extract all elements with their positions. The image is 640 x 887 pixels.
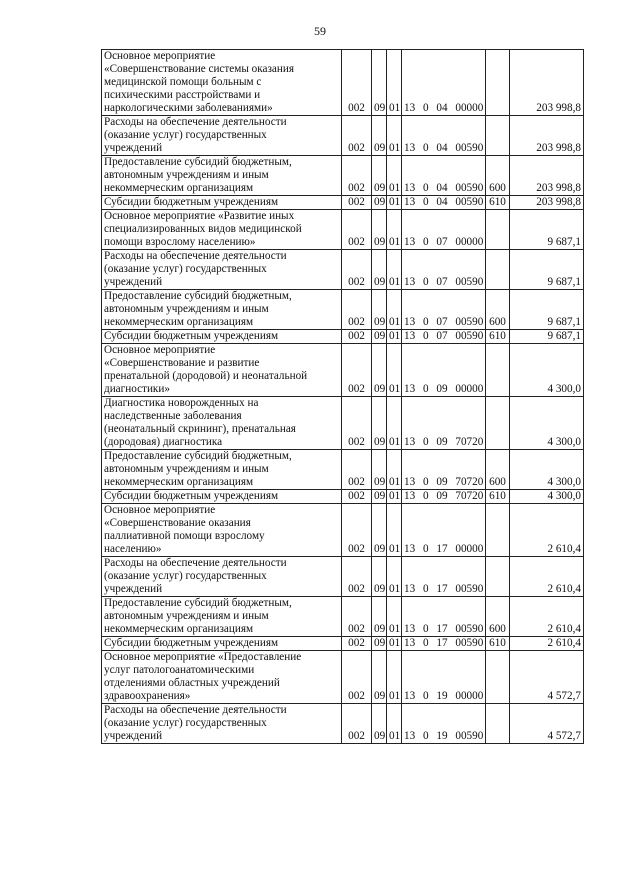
row-amount-cell: 2 610,4	[510, 637, 584, 651]
row-name-cell: Основное мероприятие «Развитие иных специализированных видов медицинской помощи взрослому населению»	[102, 210, 342, 250]
table-row	[102, 116, 584, 156]
row-section-cell: 09	[372, 196, 387, 210]
row-expense-type-cell	[486, 344, 510, 397]
row-name-cell: Предоставление субсидий бюджетным, автономным учреждениям и иным некоммерческим организациям	[102, 156, 342, 196]
row-target-article-cell: 13 0 07 00000	[402, 210, 486, 250]
row-ved-cell: 002	[342, 330, 372, 344]
row-expense-type-cell	[486, 50, 510, 116]
row-target-article-cell: 13 0 09 70720	[402, 397, 486, 450]
row-subsection-cell: 01	[387, 116, 402, 156]
table-body	[102, 50, 584, 744]
row-target-article-cell: 13 0 09 00000	[402, 344, 486, 397]
row-target-article-cell: 13 0 04 00590	[402, 116, 486, 156]
table-row	[102, 156, 584, 196]
row-amount-cell: 203 998,8	[510, 50, 584, 116]
row-ved-cell: 002	[342, 450, 372, 490]
row-expense-type-cell: 600	[486, 450, 510, 490]
row-ved-cell: 002	[342, 597, 372, 637]
table-row	[102, 330, 584, 344]
row-amount-cell: 4 572,7	[510, 651, 584, 704]
row-expense-type-cell	[486, 651, 510, 704]
row-ved-cell: 002	[342, 210, 372, 250]
row-subsection-cell: 01	[387, 50, 402, 116]
row-target-article-cell: 13 0 19 00000	[402, 651, 486, 704]
row-ved-cell: 002	[342, 196, 372, 210]
row-section-cell: 09	[372, 557, 387, 597]
row-subsection-cell: 01	[387, 450, 402, 490]
table-row	[102, 196, 584, 210]
table-row	[102, 50, 584, 116]
budget-table	[101, 49, 584, 744]
row-ved-cell: 002	[342, 637, 372, 651]
row-name-cell: Субсидии бюджетным учреждениям	[102, 330, 342, 344]
row-amount-cell: 203 998,8	[510, 196, 584, 210]
row-section-cell: 09	[372, 116, 387, 156]
row-name-cell: Предоставление субсидий бюджетным, автономным учреждениям и иным некоммерческим организациям	[102, 290, 342, 330]
row-target-article-cell: 13 0 09 70720	[402, 450, 486, 490]
table-row	[102, 450, 584, 490]
row-section-cell: 09	[372, 397, 387, 450]
row-section-cell: 09	[372, 450, 387, 490]
row-target-article-cell: 13 0 07 00590	[402, 290, 486, 330]
row-name-cell: Субсидии бюджетным учреждениям	[102, 637, 342, 651]
row-target-article-cell: 13 0 04 00590	[402, 196, 486, 210]
row-ved-cell: 002	[342, 156, 372, 196]
row-expense-type-cell	[486, 397, 510, 450]
row-subsection-cell: 01	[387, 397, 402, 450]
row-target-article-cell: 13 0 17 00590	[402, 637, 486, 651]
row-target-article-cell: 13 0 07 00590	[402, 330, 486, 344]
row-section-cell: 09	[372, 504, 387, 557]
row-target-article-cell: 13 0 19 00590	[402, 704, 486, 744]
row-ved-cell: 002	[342, 397, 372, 450]
row-target-article-cell: 13 0 09 70720	[402, 490, 486, 504]
row-subsection-cell: 01	[387, 637, 402, 651]
row-section-cell: 09	[372, 50, 387, 116]
row-target-article-cell: 13 0 04 00590	[402, 156, 486, 196]
row-ved-cell: 002	[342, 504, 372, 557]
row-name-cell: Субсидии бюджетным учреждениям	[102, 490, 342, 504]
row-target-article-cell: 13 0 17 00590	[402, 557, 486, 597]
row-section-cell: 09	[372, 344, 387, 397]
row-name-cell: Расходы на обеспечение деятельности (оказание услуг) государственных учреждений	[102, 557, 342, 597]
row-subsection-cell: 01	[387, 196, 402, 210]
row-amount-cell: 9 687,1	[510, 330, 584, 344]
table-row	[102, 597, 584, 637]
row-name-cell: Субсидии бюджетным учреждениям	[102, 196, 342, 210]
row-amount-cell: 2 610,4	[510, 557, 584, 597]
row-expense-type-cell	[486, 557, 510, 597]
row-expense-type-cell	[486, 704, 510, 744]
row-subsection-cell: 01	[387, 651, 402, 704]
row-section-cell: 09	[372, 156, 387, 196]
row-target-article-cell: 13 0 04 00000	[402, 50, 486, 116]
table-row	[102, 250, 584, 290]
row-expense-type-cell: 600	[486, 156, 510, 196]
row-ved-cell: 002	[342, 490, 372, 504]
row-expense-type-cell	[486, 210, 510, 250]
row-expense-type-cell	[486, 504, 510, 557]
row-expense-type-cell: 610	[486, 330, 510, 344]
row-name-cell: Предоставление субсидий бюджетным, автономным учреждениям и иным некоммерческим организациям	[102, 597, 342, 637]
row-target-article-cell: 13 0 17 00590	[402, 597, 486, 637]
row-expense-type-cell: 610	[486, 637, 510, 651]
row-amount-cell: 4 300,0	[510, 397, 584, 450]
row-amount-cell: 9 687,1	[510, 210, 584, 250]
row-amount-cell: 4 300,0	[510, 450, 584, 490]
row-name-cell: Основное мероприятие «Совершенствование системы оказания медицинской помощи больным с психическими расстройствами и наркологическими заболеваниями»	[102, 50, 342, 116]
row-subsection-cell: 01	[387, 156, 402, 196]
row-section-cell: 09	[372, 250, 387, 290]
row-expense-type-cell: 600	[486, 597, 510, 637]
row-name-cell: Расходы на обеспечение деятельности (оказание услуг) государственных учреждений	[102, 116, 342, 156]
row-subsection-cell: 01	[387, 250, 402, 290]
row-expense-type-cell: 600	[486, 290, 510, 330]
table-row	[102, 490, 584, 504]
row-amount-cell: 2 610,4	[510, 504, 584, 557]
row-ved-cell: 002	[342, 557, 372, 597]
row-name-cell: Основное мероприятие «Предоставление услуг патологоанатомическими отделениями областных учреждений здравоохранения»	[102, 651, 342, 704]
row-amount-cell: 203 998,8	[510, 156, 584, 196]
row-section-cell: 09	[372, 651, 387, 704]
row-section-cell: 09	[372, 490, 387, 504]
page-number: 59	[314, 24, 326, 38]
row-target-article-cell: 13 0 07 00590	[402, 250, 486, 290]
table-row	[102, 504, 584, 557]
table-row	[102, 344, 584, 397]
row-amount-cell: 4 572,7	[510, 704, 584, 744]
table-row	[102, 637, 584, 651]
row-ved-cell: 002	[342, 250, 372, 290]
row-expense-type-cell	[486, 116, 510, 156]
row-subsection-cell: 01	[387, 597, 402, 637]
row-subsection-cell: 01	[387, 504, 402, 557]
row-ved-cell: 002	[342, 290, 372, 330]
row-name-cell: Расходы на обеспечение деятельности (оказание услуг) государственных учреждений	[102, 250, 342, 290]
row-section-cell: 09	[372, 597, 387, 637]
table-row	[102, 210, 584, 250]
table-row	[102, 290, 584, 330]
table-row	[102, 704, 584, 744]
row-subsection-cell: 01	[387, 330, 402, 344]
table-row	[102, 557, 584, 597]
row-section-cell: 09	[372, 210, 387, 250]
table-row	[102, 651, 584, 704]
table-row	[102, 397, 584, 450]
row-name-cell: Основное мероприятие «Совершенствование оказания паллиативной помощи взрослому населению»	[102, 504, 342, 557]
row-expense-type-cell: 610	[486, 196, 510, 210]
row-subsection-cell: 01	[387, 490, 402, 504]
row-name-cell: Основное мероприятие «Совершенствование и развитие пренатальной (дородовой) и неонатальной диагностики»	[102, 344, 342, 397]
row-ved-cell: 002	[342, 704, 372, 744]
row-ved-cell: 002	[342, 651, 372, 704]
row-section-cell: 09	[372, 290, 387, 330]
row-subsection-cell: 01	[387, 344, 402, 397]
row-ved-cell: 002	[342, 116, 372, 156]
row-subsection-cell: 01	[387, 210, 402, 250]
row-ved-cell: 002	[342, 50, 372, 116]
row-subsection-cell: 01	[387, 557, 402, 597]
row-section-cell: 09	[372, 637, 387, 651]
row-expense-type-cell	[486, 250, 510, 290]
row-subsection-cell: 01	[387, 290, 402, 330]
row-section-cell: 09	[372, 330, 387, 344]
row-section-cell: 09	[372, 704, 387, 744]
row-expense-type-cell: 610	[486, 490, 510, 504]
row-target-article-cell: 13 0 17 00000	[402, 504, 486, 557]
row-amount-cell: 9 687,1	[510, 290, 584, 330]
row-amount-cell: 4 300,0	[510, 344, 584, 397]
row-ved-cell: 002	[342, 344, 372, 397]
row-name-cell: Расходы на обеспечение деятельности (оказание услуг) государственных учреждений	[102, 704, 342, 744]
row-amount-cell: 4 300,0	[510, 490, 584, 504]
row-amount-cell: 203 998,8	[510, 116, 584, 156]
row-name-cell: Диагностика новорожденных на наследственные заболевания (неонатальный скрининг), пренатальная (дородовая) диагностика	[102, 397, 342, 450]
row-subsection-cell: 01	[387, 704, 402, 744]
row-amount-cell: 9 687,1	[510, 250, 584, 290]
row-name-cell: Предоставление субсидий бюджетным, автономным учреждениям и иным некоммерческим организациям	[102, 450, 342, 490]
row-amount-cell: 2 610,4	[510, 597, 584, 637]
